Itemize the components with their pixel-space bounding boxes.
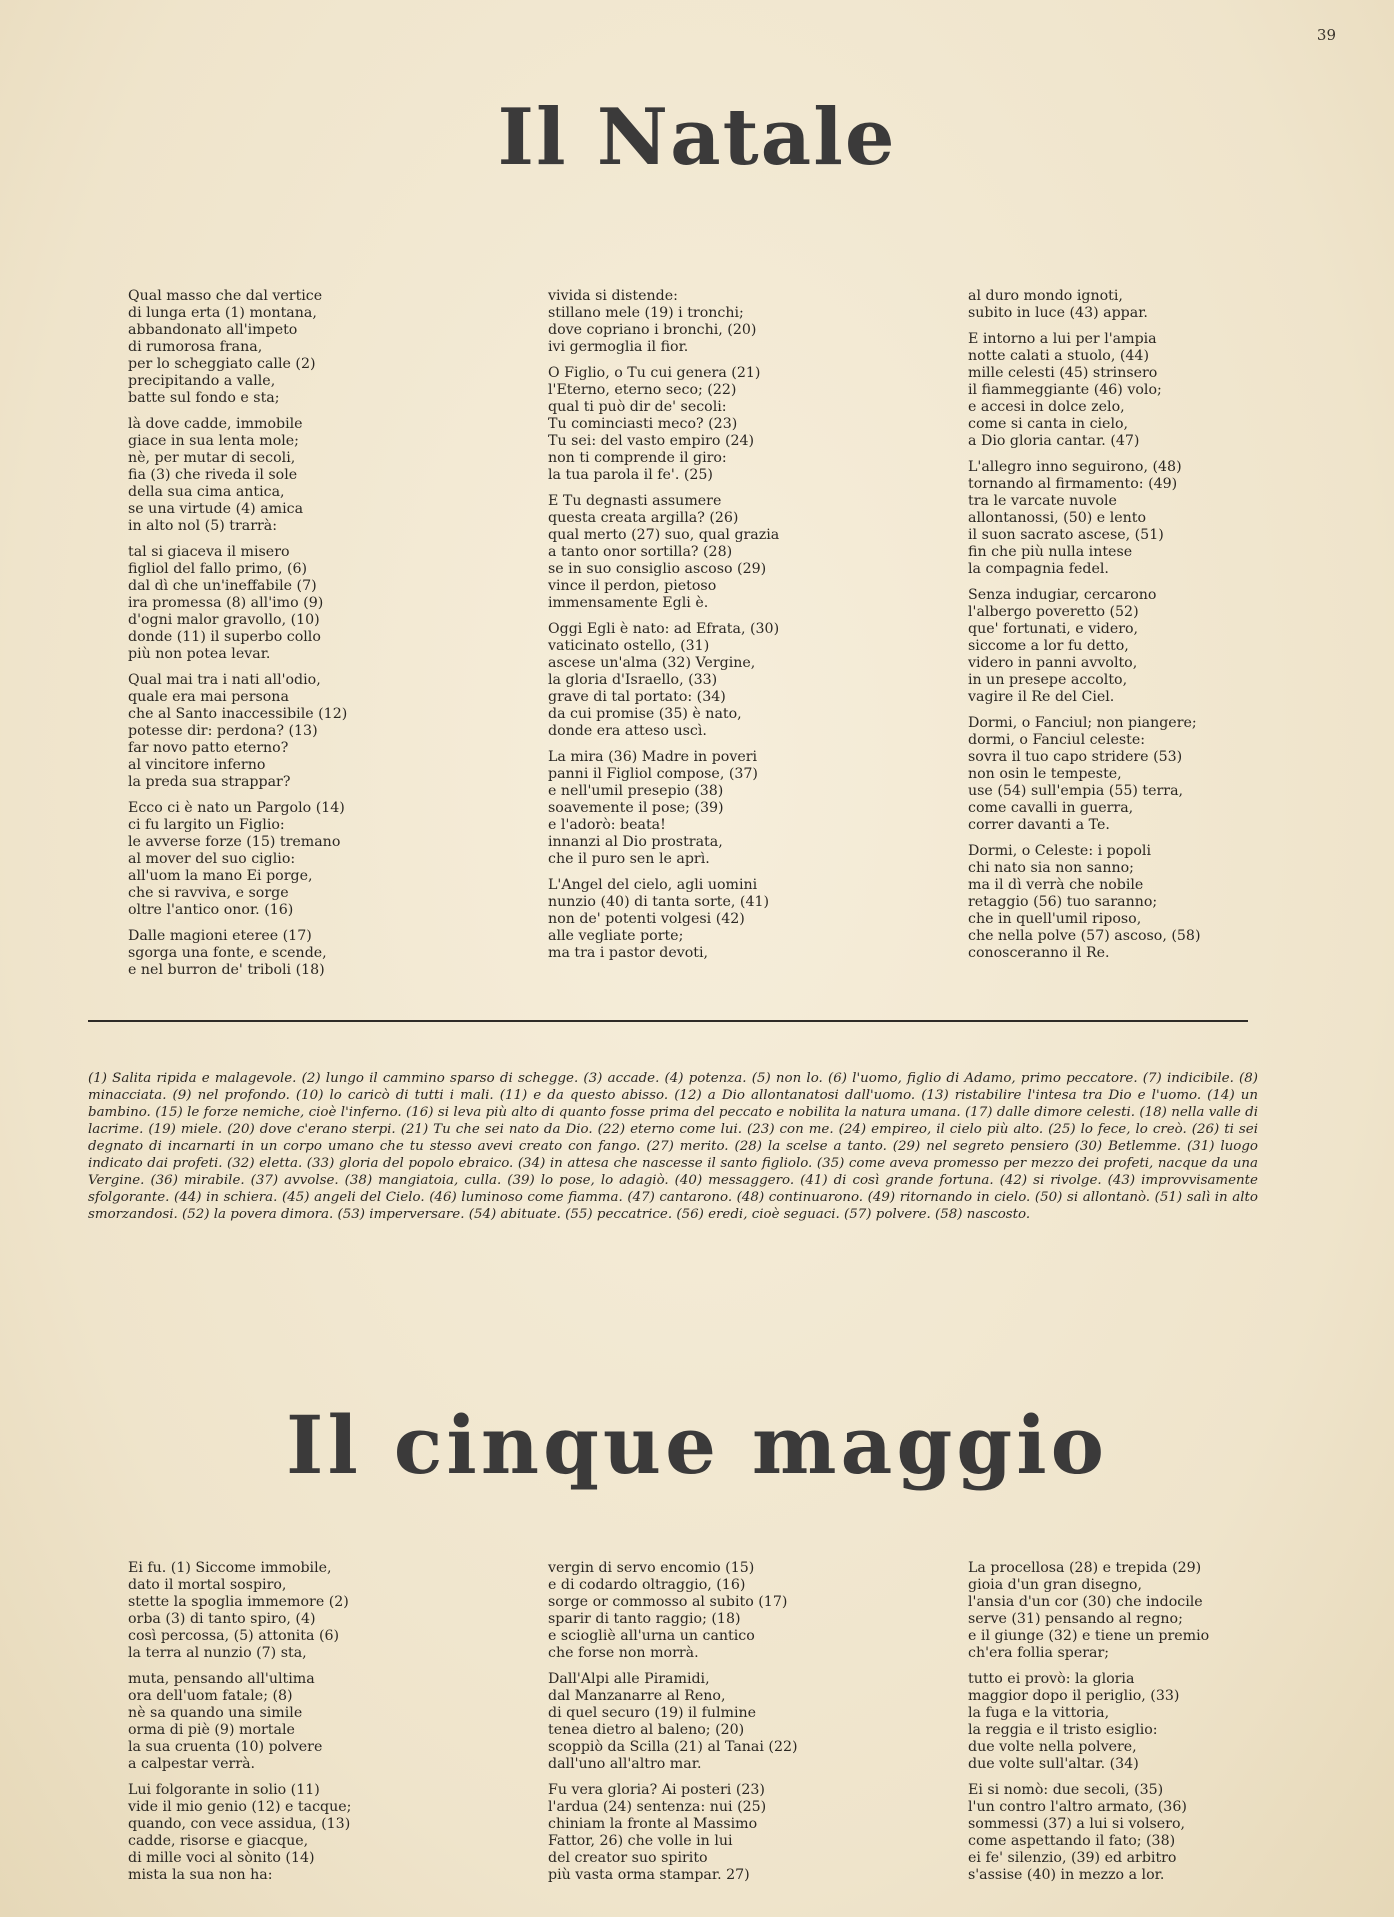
stanza: Qual masso che dal vertice di lunga erta (1) montana, abbandonato all'impeto di rumorosa frana, per lo scheggiato calle (2) precipitando a valle, batte sul fondo e sta; bbox=[128, 288, 323, 406]
stanza: La mira (36) Madre in poveri panni il Figliol compose, (37) e nell'umil presepio (38) soavemente il pose; (39) e l'adorò: beata! innanzi al Dio prostrata, che il puro sen le aprì. bbox=[548, 749, 758, 867]
natale-column-1 bbox=[128, 288, 448, 988]
stanza: al duro mondo ignoti, subito in luce (43) appar. bbox=[968, 288, 1148, 321]
stanza: L'allegro inno seguirono, (48) tornando al firmamento: (49) tra le varcate nuvole allontanossi, (50) e lento il suon sacrato ascese, (51) fin che più nulla intese la compagnia fedel. bbox=[968, 459, 1182, 577]
stanza: L'Angel del cielo, agli uomini nunzio (40) di tanta sorte, (41) non de' potenti volgesi (42) alle vegliate porte; ma tra i pastor devoti, bbox=[548, 877, 770, 961]
stanza: Dormi, o Celeste: i popoli chi nato sia non sanno; ma il dì verrà che nobile retaggio (56) tuo saranno; che in quell'umil riposo, che nella polve (57) ascoso, (58) conosceranno il Re. bbox=[968, 843, 1201, 961]
poem-il-natale bbox=[128, 288, 1288, 988]
stanza: E intorno a lui per l'ampia notte calati a stuolo, (44) mille celesti (45) strinsero il fiammeggiante (46) volo; e accesi in dolce zelo, come si canta in cielo, a Dio gloria cantar. (47) bbox=[968, 331, 1162, 449]
stanza: tutto ei provò: la gloria maggior dopo il periglio, (33) la fuga e la vittoria, la reggia e il tristo esiglio: due volte nella polvere, due volte sull'altar. (34) bbox=[968, 1671, 1180, 1772]
maggio-column-2 bbox=[548, 1560, 868, 1893]
stanza: tal si giaceva il misero figliol del fallo primo, (6) dal dì che un'ineffabile (7) ira promessa (8) all'imo (9) d'ogni malor gravollo, (10) donde (11) il superbo collo più non potea levar. bbox=[128, 544, 324, 662]
maggio-column-3 bbox=[968, 1560, 1288, 1893]
stanza: Dormi, o Fanciul; non piangere; dormi, o Fanciul celeste: sovra il tuo capo stridere (53) non osin le tempeste, use (54) sull'empia (55) terra, come cavalli in guerra, correr davanti a Te. bbox=[968, 715, 1197, 833]
stanza: vivida si distende: stillano mele (19) i tronchi; dove copriano i bronchi, (20) ivi germoglia il fior. bbox=[548, 288, 757, 355]
stanza: Senza indugiar, cercarono l'albergo poveretto (52) que' fortunati, e videro, siccome a lor fu detto, videro in panni avvolto, in un presepe accolto, vagire il Re del Ciel. bbox=[968, 587, 1157, 705]
stanza: Ei fu. (1) Siccome immobile, dato il mortal sospiro, stette la spoglia immemore (2) orba (3) di tanto spiro, (4) così percossa, (5) attonita (6) la terra al nunzio (7) sta, bbox=[128, 1560, 349, 1661]
stanza: Oggi Egli è nato: ad Efrata, (30) vaticinato ostello, (31) ascese un'alma (32) Vergine, la gloria d'Israello, (33) grave di tal portato: (34) da cui promise (35) è nato, donde era atteso uscì. bbox=[548, 621, 780, 739]
poem-il-cinque-maggio bbox=[128, 1560, 1288, 1893]
stanza: Fu vera gloria? Ai posteri (23) l'ardua (24) sentenza: nui (25) chiniam la fronte al Massimo Fattor, 26) che volle in lui del creator suo spirito più vasta orma stampar. 27) bbox=[548, 1782, 767, 1883]
stanza: Dall'Alpi alle Piramidi, dal Manzanarre al Reno, di quel securo (19) il fulmine tenea dietro al baleno; (20) scoppiò da Scilla (21) al Tanai (22) dall'uno all'altro mar. bbox=[548, 1671, 798, 1772]
section-divider bbox=[88, 1020, 1248, 1022]
stanza: E Tu degnasti assumere questa creata argilla? (26) qual merto (27) suo, qual grazia a tanto onor sortilla? (28) se in suo consiglio ascoso (29) vince il perdon, pietoso immensamente Egli è. bbox=[548, 493, 780, 611]
footnotes-il-natale: (1) Salita ripida e malagevole. (2) lungo il cammino sparso di schegge. (3) accade. (4) potenza. (5) non lo. (6) l'uomo, figlio di Adamo, primo peccatore. (7) indicibile. (8) minacciata. (9) nel profondo. (10) lo caricò di tutti i mali. (11) e da questo abisso. (12) a Dio allontanatosi dall'uomo. (13) ristabilire l'intesa tra Dio e l'uomo. (14) un bambino. (15) le forze nemiche, cioè l'inferno. (16) si leva più alto di quanto fosse prima del peccato e nobilita la natura umana. (17) dalle dimore celesti. (18) nella valle di lacrime. (19) miele. (20) dove c'erano sterpi. (21) Tu che sei nato da Dio. (22) eterno come lui. (23) con me. (24) empireo, il cielo più alto. (25) lo fece, lo creò. (26) ti sei degnato di incarnarti in un corpo umano che tu stesso avevi creato con fango. (27) merito. (28) la scelse a tanto. (29) nel segreto pensiero (30) Betlemme. (31) luogo indicato dai profeti. (32) eletta. (33) gloria del popolo ebraico. (34) in attesa che nascesse il santo figliolo. (35) come aveva promesso per mezzo dei profeti, nacque da una Vergine. (36) mirabile. (37) avvolse. (38) mangiatoia, culla. (39) lo pose, lo adagiò. (40) messaggero. (41) di così grande fortuna. (42) si rivolge. (43) improvvisamente sfolgorante. (44) in schiera. (45) angeli del Cielo. (46) luminoso come fiamma. (47) cantarono. (48) continuarono. (49) ritornando in cielo. (50) si allontanò. (51) salì in alto smorzandosi. (52) la povera dimora. (53) imperversare. (54) abituate. (55) peccatrice. (56) eredi, cioè seguaci. (57) polvere. (58) nascosto. bbox=[88, 1071, 1258, 1222]
stanza: Dalle magioni eteree (17) sgorga una fonte, e scende, e nel burron de' triboli (18) bbox=[128, 928, 327, 978]
natale-column-3 bbox=[968, 288, 1288, 988]
stanza: Lui folgorante in solio (11) vide il mio genio (12) e tacque; quando, con vece assidua, (13) cadde, risorse e giacque, di mille voci al sònito (14) mista la sua non ha: bbox=[128, 1782, 352, 1883]
stanza: vergin di servo encomio (15) e di codardo oltraggio, (16) sorge or commosso al subito (17) sparir di tanto raggio; (18) e sciogliè all'urna un cantico che forse non morrà. bbox=[548, 1560, 788, 1661]
stanza: La procellosa (28) e trepida (29) gioia d'un gran disegno, l'ansia d'un cor (30) che indocile serve (31) pensando al regno; e il giunge (32) e tiene un premio ch'era follia sperar; bbox=[968, 1560, 1210, 1661]
stanza: Qual mai tra i nati all'odio, quale era mai persona che al Santo inaccessibile (12) potesse dir: perdona? (13) far novo patto eterno? al vincitore inferno la preda sua strappar? bbox=[128, 672, 348, 790]
maggio-column-1 bbox=[128, 1560, 448, 1893]
title-il-natale: Il Natale bbox=[497, 92, 897, 183]
stanza: là dove cadde, immobile giace in sua lenta mole; nè, per mutar di secoli, fia (3) che riveda il sole della sua cima antica, se una virtude (4) amica in alto nol (5) trarrà: bbox=[128, 416, 304, 534]
stanza: O Figlio, o Tu cui genera (21) l'Eterno, eterno seco; (22) qual ti può dir de' secoli: Tu cominciasti meco? (23) Tu sei: del vasto empiro (24) non ti comprende il giro: la tua parola il fe'. (25) bbox=[548, 365, 761, 483]
stanza: muta, pensando all'ultima ora dell'uom fatale; (8) nè sa quando una simile orma di piè (9) mortale la sua cruenta (10) polvere a calpestar verrà. bbox=[128, 1671, 323, 1772]
stanza: Ecco ci è nato un Pargolo (14) ci fu largito un Figlio: le avverse forze (15) tremano al mover del suo ciglio: all'uom la mano Ei porge, che si ravviva, e sorge oltre l'antico onor. (16) bbox=[128, 800, 345, 918]
natale-column-2 bbox=[548, 288, 868, 988]
page-number: 39 bbox=[1316, 26, 1336, 44]
stanza: Ei si nomò: due secoli, (35) l'un contro l'altro armato, (36) sommessi (37) a lui si volsero, come aspettando il fato; (38) ei fe' silenzio, (39) ed arbitro s'assise (40) in mezzo a lor. bbox=[968, 1782, 1187, 1883]
title-il-cinque-maggio: Il cinque maggio bbox=[286, 1398, 1108, 1492]
